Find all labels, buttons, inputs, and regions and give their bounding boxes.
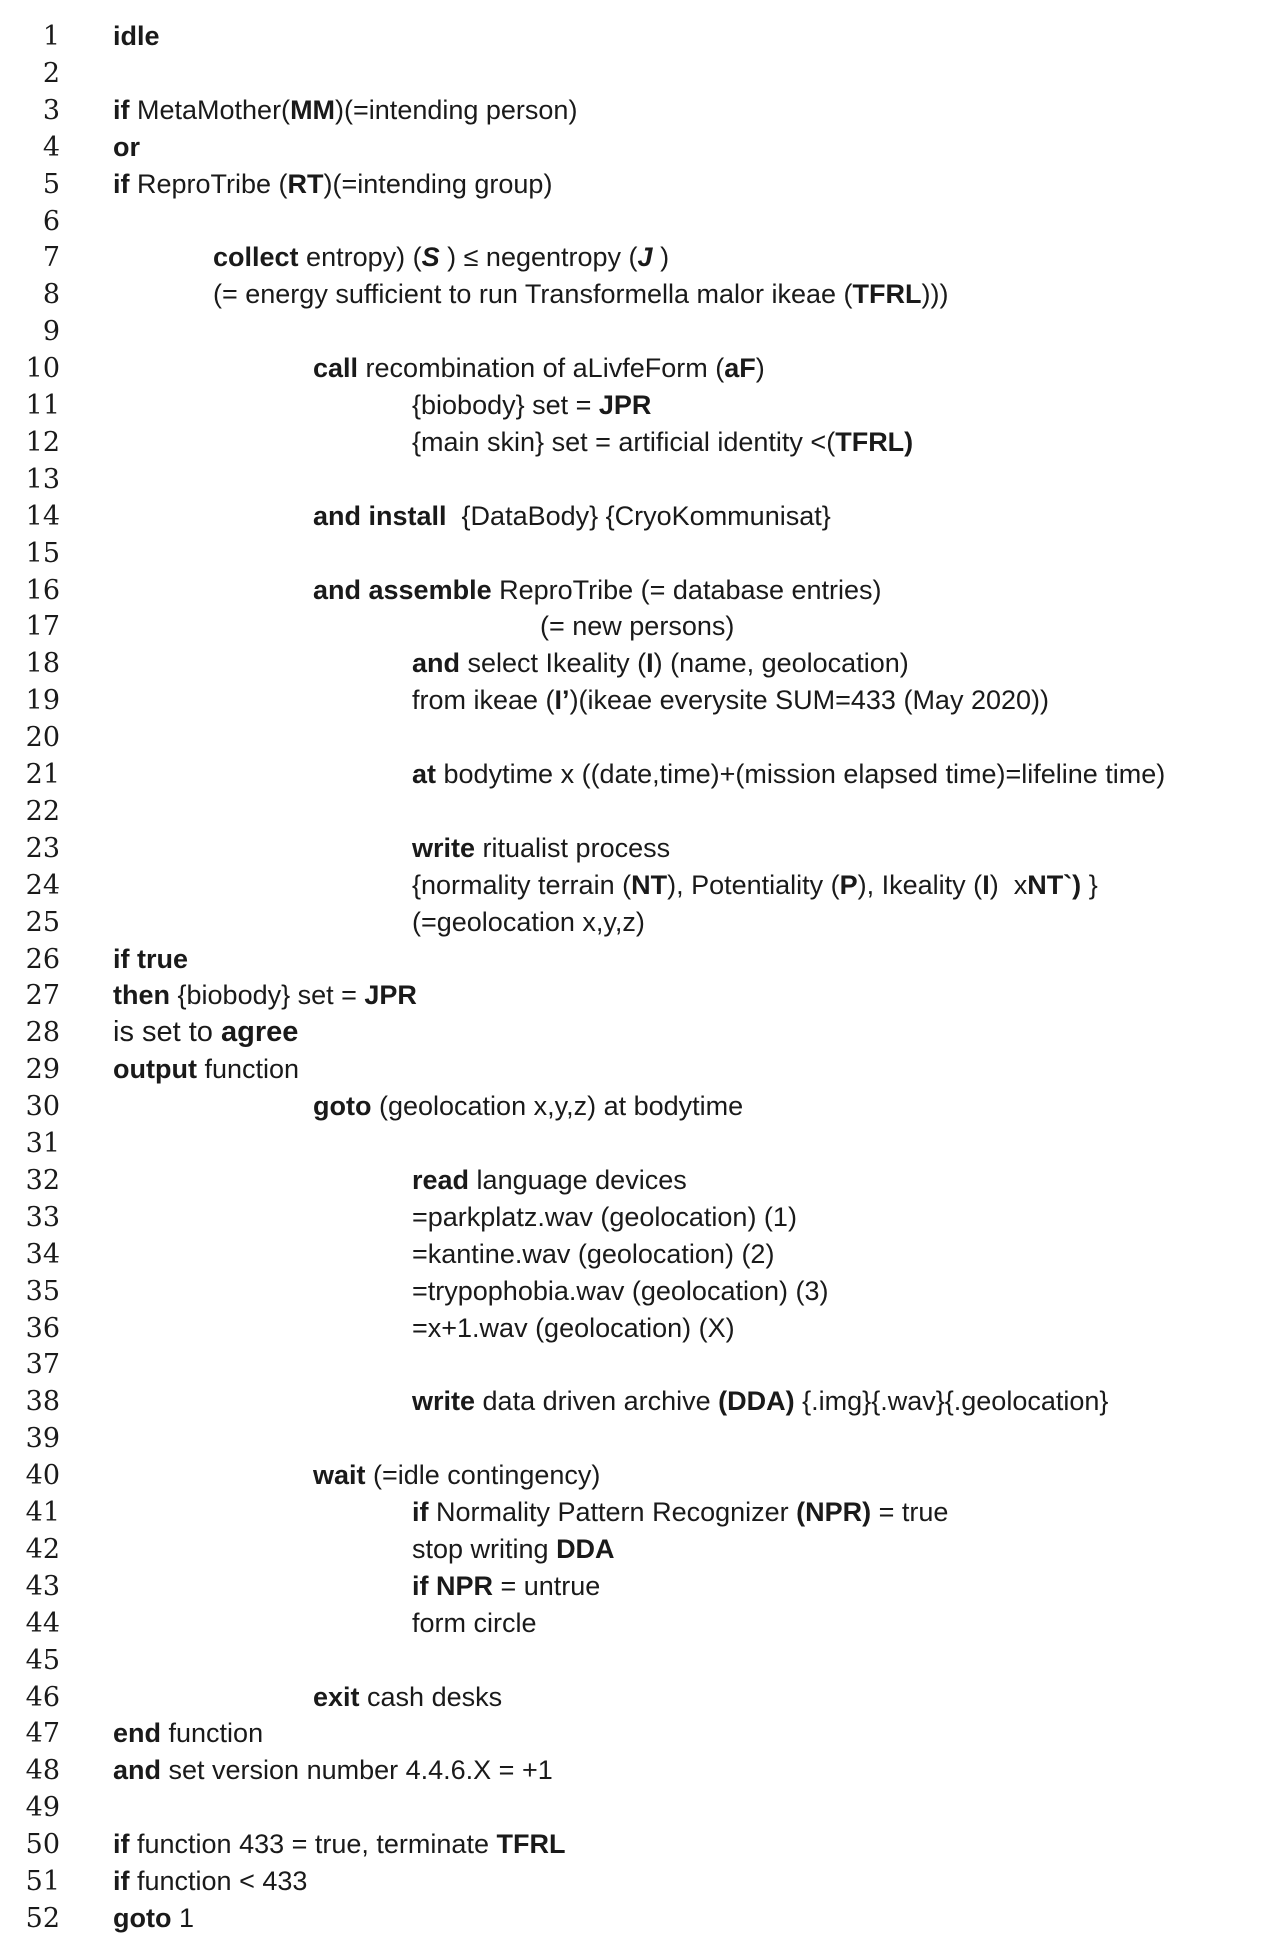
- keyword-text: I: [982, 869, 990, 900]
- line-text: [540, 608, 734, 645]
- plain-text: ) (name, geolocation): [653, 648, 909, 679]
- keyword-text: if: [113, 1829, 130, 1860]
- line-text: [412, 682, 1049, 719]
- code-line: [0, 53, 1280, 90]
- code-line: [0, 570, 1280, 607]
- line-number: 22: [25, 795, 60, 827]
- code-line: [0, 1086, 1280, 1123]
- plain-text: data driven archive: [475, 1386, 719, 1417]
- plain-text: is set to: [113, 1016, 221, 1049]
- line-text: [313, 572, 882, 609]
- code-line: [0, 1455, 1280, 1492]
- line-number: 33: [25, 1201, 60, 1233]
- code-line: [0, 1492, 1280, 1529]
- plain-text: {biobody} set =: [170, 980, 365, 1011]
- plain-text: function: [196, 1054, 300, 1085]
- code-line: [0, 1012, 1280, 1049]
- plain-text: entropy) (: [298, 242, 422, 273]
- plain-text: =x+1.wav (geolocation) (X): [412, 1312, 735, 1343]
- code-line: [0, 348, 1280, 385]
- keyword-text: (NPR): [796, 1497, 872, 1527]
- plain-text: 1: [171, 1902, 195, 1933]
- line-number: 3: [42, 94, 60, 126]
- line-text: [313, 498, 831, 535]
- line-text: [113, 1826, 565, 1863]
- keyword-text: at: [412, 759, 437, 789]
- plain-text: ), Potentiality (: [667, 869, 840, 900]
- keyword-text: DDA: [556, 1533, 615, 1564]
- line-number: 23: [25, 832, 60, 864]
- code-line: [0, 1160, 1280, 1197]
- line-number: 16: [25, 574, 60, 606]
- line-text: [412, 1494, 948, 1531]
- code-line: [0, 1271, 1280, 1308]
- plain-text: ReproTribe (= database entries): [491, 574, 882, 605]
- code-line: [0, 1824, 1280, 1861]
- plain-text: set version number 4.4.6.X = +1: [161, 1755, 553, 1786]
- code-line: [0, 90, 1280, 127]
- line-text: [113, 1752, 553, 1789]
- keyword-text: goto: [113, 1902, 172, 1933]
- line-text: [113, 92, 577, 129]
- code-line: [0, 1234, 1280, 1271]
- code-line: [0, 1603, 1280, 1640]
- code-line: [0, 1677, 1280, 1714]
- code-line: [0, 311, 1280, 348]
- plain-text: MetaMother(: [129, 94, 291, 125]
- code-line: [0, 975, 1280, 1012]
- keyword-text: aF: [724, 353, 756, 384]
- plain-text: =trypophobia.wav (geolocation) (3): [412, 1275, 829, 1306]
- plain-text: ): [652, 242, 670, 273]
- line-text: [113, 1900, 194, 1937]
- code-line: [0, 1197, 1280, 1234]
- line-text: [412, 1531, 615, 1568]
- line-text: [113, 1051, 299, 1088]
- plain-text: {DataBody} {CryoKommunisat}: [446, 500, 831, 531]
- line-number: 29: [25, 1054, 60, 1086]
- plain-text: ritualist process: [475, 832, 671, 863]
- line-number: 27: [25, 980, 60, 1012]
- keyword-text: TFRL: [496, 1829, 566, 1860]
- line-text: [313, 1088, 743, 1125]
- plain-text: ))): [921, 279, 949, 310]
- line-number: 20: [25, 722, 60, 754]
- plain-text: language devices: [469, 1164, 687, 1195]
- keyword-text: NT`): [1027, 869, 1082, 900]
- line-number: 31: [25, 1128, 60, 1159]
- code-line: [0, 1049, 1280, 1086]
- line-number: 19: [25, 685, 60, 717]
- code-line: [0, 1381, 1280, 1418]
- line-text: [412, 1273, 828, 1310]
- keyword-text: idle: [113, 21, 160, 51]
- line-text: [113, 941, 188, 978]
- line-number: 17: [25, 611, 60, 643]
- plain-text: (=geolocation x,y,z): [412, 906, 645, 937]
- plain-text: stop writing: [412, 1533, 557, 1564]
- keyword-text: call: [313, 353, 359, 384]
- keyword-text: and: [412, 648, 461, 679]
- code-line: [0, 1566, 1280, 1603]
- code-line: [0, 1344, 1280, 1381]
- keyword-text: exit: [313, 1681, 360, 1712]
- line-number: 14: [25, 500, 60, 532]
- line-number: 18: [25, 648, 60, 680]
- line-text: [412, 1605, 537, 1642]
- code-line: [0, 828, 1280, 865]
- keyword-text: if: [113, 168, 130, 199]
- keyword-text: then: [113, 980, 170, 1011]
- keyword-text: NT: [631, 869, 668, 900]
- plain-text: {normality terrain (: [412, 869, 632, 900]
- keyword-text: S: [421, 242, 440, 273]
- line-text: [113, 166, 552, 203]
- code-line: [0, 1750, 1280, 1787]
- line-number: 13: [25, 463, 60, 495]
- plain-text: )(=intending person): [335, 94, 578, 125]
- plain-text: Normality Pattern Recognizer: [428, 1497, 797, 1527]
- line-number: 11: [25, 390, 60, 421]
- plain-text: cash desks: [359, 1681, 503, 1712]
- line-number: 50: [25, 1829, 60, 1861]
- line-number: 24: [25, 869, 60, 901]
- code-line: [0, 274, 1280, 311]
- keyword-text: if: [412, 1497, 429, 1527]
- line-number: 4: [42, 131, 60, 163]
- line-number: 2: [42, 57, 60, 89]
- keyword-text: write: [412, 832, 476, 863]
- plain-text: ) ≤ negentropy (: [439, 242, 638, 273]
- code-line: [0, 1861, 1280, 1898]
- line-number: 5: [42, 168, 60, 200]
- line-number: 21: [25, 759, 60, 790]
- line-number: 30: [25, 1091, 60, 1123]
- line-text: [412, 830, 670, 867]
- line-number: 35: [25, 1275, 60, 1307]
- line-number: 28: [25, 1017, 60, 1049]
- code-line: [0, 865, 1280, 902]
- keyword-text: P: [839, 869, 858, 900]
- keyword-text: read: [412, 1164, 470, 1195]
- line-text: [412, 756, 1165, 793]
- plain-text: ReproTribe (: [129, 168, 288, 199]
- code-line: [0, 791, 1280, 828]
- code-line: [0, 459, 1280, 496]
- keyword-text: if: [113, 1866, 130, 1896]
- line-number: 52: [25, 1902, 60, 1934]
- keyword-text: and install: [313, 500, 447, 531]
- line-text: [113, 1863, 307, 1900]
- line-text: [313, 1457, 600, 1494]
- plain-text: =kantine.wav (geolocation) (2): [412, 1238, 775, 1269]
- keyword-text: write: [412, 1386, 476, 1417]
- keyword-text: wait: [313, 1460, 366, 1491]
- line-text: [313, 1679, 502, 1716]
- code-line: [0, 939, 1280, 976]
- code-line: [0, 1787, 1280, 1824]
- keyword-text: goto: [313, 1091, 372, 1122]
- keyword-text: MM: [290, 94, 336, 125]
- line-number: 40: [25, 1460, 60, 1492]
- code-line: [0, 127, 1280, 164]
- plain-text: ) x: [989, 869, 1028, 900]
- code-line: [0, 1308, 1280, 1345]
- plain-text: = untrue: [493, 1570, 601, 1601]
- plain-text: (= energy sufficient to run Transformella malor ikeae (: [213, 279, 853, 310]
- line-text: [412, 867, 1098, 904]
- line-text: [113, 1715, 263, 1752]
- line-number: 42: [25, 1533, 60, 1565]
- plain-text: recombination of aLivfeForm (: [358, 353, 725, 384]
- line-number: 26: [25, 943, 60, 975]
- line-number: 44: [25, 1607, 60, 1639]
- keyword-text: and assemble: [313, 574, 492, 605]
- keyword-text: J: [637, 242, 653, 273]
- plain-text: (=idle contingency): [365, 1460, 601, 1491]
- keyword-text: TFRL): [835, 426, 914, 457]
- plain-text: {.img}{.wav}{.geolocation}: [794, 1386, 1109, 1417]
- line-number: 15: [25, 537, 60, 569]
- code-line: [0, 422, 1280, 459]
- code-line: [0, 1640, 1280, 1677]
- line-text: [412, 645, 909, 682]
- keyword-text: if: [113, 94, 130, 125]
- line-text: [313, 350, 765, 387]
- line-number: 6: [42, 205, 60, 237]
- plain-text: =parkplatz.wav (geolocation) (1): [412, 1201, 797, 1232]
- code-line: [0, 533, 1280, 570]
- line-text: [412, 1162, 687, 1199]
- plain-text: }: [1081, 869, 1098, 900]
- code-line: [0, 1713, 1280, 1750]
- code-line: [0, 16, 1280, 53]
- plain-text: function: [161, 1718, 264, 1749]
- line-number: 39: [25, 1423, 60, 1455]
- line-number: 49: [25, 1792, 60, 1824]
- code-line: [0, 643, 1280, 680]
- line-text: [113, 129, 140, 166]
- line-number: 8: [42, 279, 60, 311]
- keyword-text: if true: [113, 943, 189, 974]
- line-text: [412, 387, 651, 424]
- line-number: 1: [42, 21, 60, 52]
- plain-text: select Ikeality (: [460, 648, 647, 679]
- line-text: [412, 1383, 1108, 1420]
- line-number: 37: [25, 1349, 60, 1381]
- line-number: 51: [25, 1866, 60, 1897]
- line-number: 10: [25, 353, 60, 385]
- plain-text: bodytime x ((date,time)+(mission elapsed time)=lifeline time): [436, 759, 1166, 789]
- line-text: [113, 1014, 298, 1051]
- plain-text: ), Ikeality (: [857, 869, 983, 900]
- keyword-text: end: [113, 1718, 162, 1749]
- line-number: 36: [25, 1312, 60, 1344]
- line-number: 47: [25, 1718, 60, 1750]
- code-line: [0, 164, 1280, 201]
- line-number: 25: [25, 906, 60, 938]
- keyword-text: I: [646, 648, 654, 679]
- code-line: [0, 1418, 1280, 1455]
- line-number: 7: [42, 242, 60, 274]
- keyword-text: agree: [221, 1016, 299, 1049]
- line-text: [412, 424, 913, 461]
- code-line: [0, 717, 1280, 754]
- line-text: [412, 1310, 735, 1347]
- code-line: [0, 680, 1280, 717]
- plain-text: {biobody} set =: [412, 390, 599, 420]
- line-text: [412, 1568, 600, 1605]
- line-number: 34: [25, 1238, 60, 1270]
- code-line: [0, 606, 1280, 643]
- code-line: [0, 902, 1280, 939]
- line-text: [412, 1199, 797, 1236]
- code-line: [0, 237, 1280, 274]
- line-text: [213, 276, 949, 313]
- plain-text: form circle: [412, 1607, 537, 1638]
- code-line: [0, 1898, 1280, 1935]
- plain-text: )(=intending group): [323, 168, 553, 199]
- line-number: 43: [25, 1570, 60, 1602]
- keyword-text: RT: [287, 168, 324, 199]
- code-line: [0, 385, 1280, 422]
- plain-text: {main skin} set = artificial identity <(: [412, 426, 836, 457]
- keyword-text: TFRL: [852, 279, 922, 310]
- line-number: 46: [25, 1681, 60, 1713]
- code-line: [0, 1123, 1280, 1160]
- code-line: [0, 1529, 1280, 1566]
- line-text: [412, 904, 645, 941]
- keyword-text: I’: [554, 685, 570, 716]
- plain-text: ): [755, 353, 765, 384]
- plain-text: function < 433: [129, 1866, 308, 1896]
- keyword-text: and: [113, 1755, 162, 1786]
- keyword-text: if NPR: [412, 1570, 493, 1601]
- plain-text: = true: [871, 1497, 949, 1527]
- line-number: 48: [25, 1755, 60, 1787]
- keyword-text: (DDA): [718, 1386, 795, 1417]
- code-line: [0, 201, 1280, 238]
- line-number: 38: [25, 1386, 60, 1418]
- plain-text: )(ikeae everysite SUM=433 (May 2020)): [569, 685, 1049, 716]
- keyword-text: collect: [213, 242, 299, 273]
- keyword-text: JPR: [598, 390, 652, 420]
- line-number: 41: [25, 1497, 60, 1528]
- plain-text: (= new persons): [540, 611, 735, 642]
- line-number: 12: [25, 426, 60, 458]
- code-line: [0, 754, 1280, 791]
- line-text: [213, 239, 669, 276]
- line-number: 32: [25, 1164, 60, 1196]
- plain-text: from ikeae (: [412, 685, 555, 716]
- keyword-text: output: [113, 1054, 197, 1085]
- line-text: [113, 18, 160, 55]
- line-text: [113, 977, 417, 1014]
- plain-text: (geolocation x,y,z) at bodytime: [371, 1091, 744, 1122]
- line-number: 9: [42, 316, 60, 348]
- keyword-text: JPR: [364, 980, 417, 1011]
- plain-text: function 433 = true, terminate: [129, 1829, 497, 1860]
- line-text: [412, 1236, 774, 1273]
- keyword-text: or: [113, 131, 140, 162]
- code-line: [0, 496, 1280, 533]
- line-number: 45: [25, 1644, 60, 1676]
